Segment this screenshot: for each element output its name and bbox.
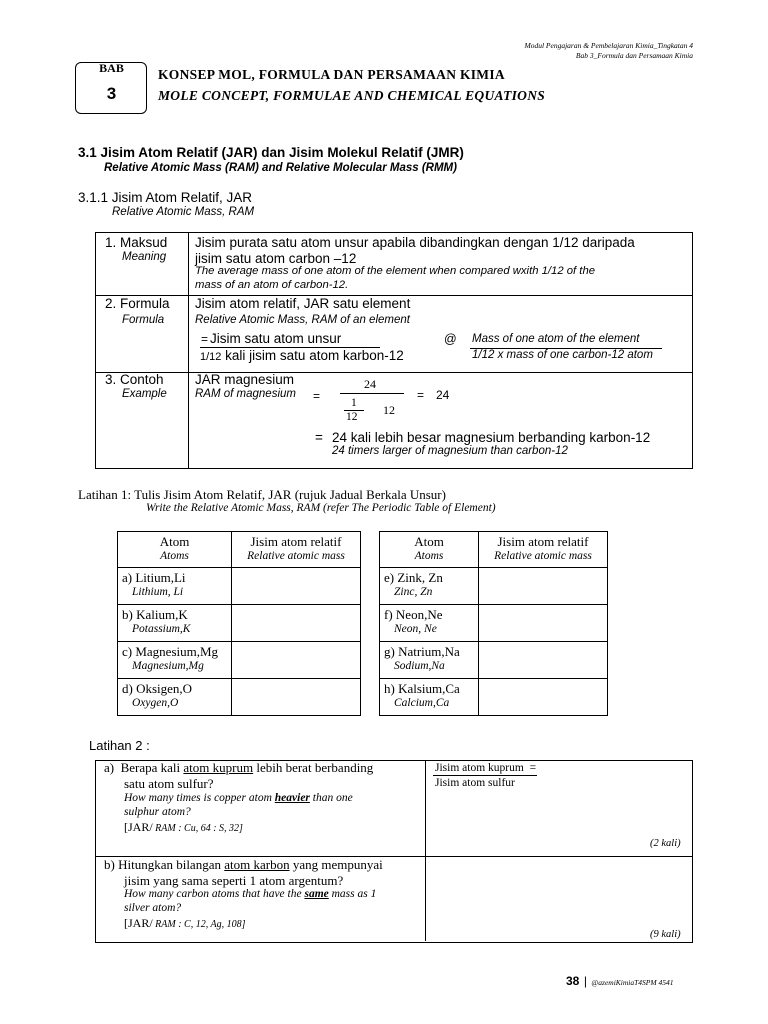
contoh-result: 24 — [436, 388, 450, 402]
latihan2-title: Latihan 2 : — [89, 738, 150, 753]
q-a-ram-pre: [JAR/ — [124, 820, 153, 834]
formula-numerator: Jisim satu atom unsur — [210, 331, 342, 346]
q-b-line1 — [104, 857, 383, 873]
latihan2-column-divider — [425, 761, 426, 941]
q-a-line1 — [104, 760, 373, 776]
formula-numerator-en: Mass of one atom of the element — [472, 333, 640, 345]
q-a-fraction-line — [433, 775, 537, 776]
atom-name-en: Zinc, Zn — [394, 586, 433, 598]
formula-denominator-prefix: 1/12 — [200, 351, 222, 363]
atom-name-en: Oxygen,O — [132, 697, 179, 709]
q-a-line1-pre: a) Berapa kali — [104, 760, 184, 775]
maksud-label: 1. Maksud — [105, 235, 168, 250]
q-a-right-den: Jisim atom sulfur — [435, 777, 515, 789]
table-row — [380, 679, 608, 716]
bab-number: 3 — [106, 84, 117, 103]
q-b-line1-underline: atom karbon — [224, 857, 290, 872]
formula-or-symbol: @ — [444, 332, 457, 346]
q-a-en1-post: than one — [309, 792, 353, 804]
q-b-line2: jisim yang sama seperti 1 atom argentum? — [124, 873, 344, 888]
col-mass-label: Jisim atom relatif — [497, 534, 589, 549]
latihan1-table-right — [379, 531, 608, 716]
atom-name: e) Zink, Zn — [384, 570, 443, 585]
contoh-numerator: 24 — [364, 377, 376, 391]
q-b-en1-bold: same — [304, 888, 329, 900]
answer-cell[interactable] — [232, 679, 361, 716]
answer-cell[interactable] — [232, 568, 361, 605]
table-row — [380, 568, 608, 605]
contoh-fraction-line — [340, 393, 404, 394]
chapter-title-english: MOLE CONCEPT, FORMULAE AND CHEMICAL EQUATIONS — [158, 88, 546, 103]
atom-name: b) Kalium,K — [122, 607, 188, 622]
page-number: 38 — [566, 974, 580, 988]
atom-cell — [380, 605, 479, 642]
table-divider — [95, 372, 693, 373]
footer — [566, 972, 674, 990]
formula-label-en: Formula — [122, 314, 165, 326]
col-atom-label-en: Atoms — [414, 550, 444, 562]
contoh-small-numerator: 1 — [351, 397, 357, 409]
q-a-answer-area[interactable] — [430, 790, 685, 835]
col-atom-header — [380, 532, 479, 568]
q-a-ram-post: RAM : Cu, 64 : S, 32] — [152, 823, 243, 834]
formula-denominator-en: 1/12 x mass of one carbon-12 atom — [472, 349, 653, 361]
table-row — [380, 605, 608, 642]
formula-denominator-text: kali jisim satu atom karbon-12 — [221, 348, 404, 363]
atom-name: a) Litium,Li — [122, 570, 186, 585]
atom-cell — [380, 642, 479, 679]
atom-name-en: Lithium, Li — [132, 586, 184, 598]
formula-en-line1: Relative Atomic Mass, RAM of an element — [195, 314, 410, 326]
formula-eq-sign: = — [201, 332, 209, 346]
module-header-line2: Bab 3_Formula dan Persamaan Kimia — [575, 51, 693, 60]
contoh-conclusion-eq: = — [315, 430, 323, 445]
atom-cell — [380, 679, 479, 716]
table-row — [380, 642, 608, 679]
footer-separator: | — [583, 974, 587, 988]
atom-cell — [118, 568, 232, 605]
section-3-1-1-title: 3.1.1 Jisim Atom Relatif, JAR — [78, 190, 253, 205]
q-a-en1-bold: heavier — [274, 792, 310, 804]
q-a-right-num-text: Jisim atom kuprum — [435, 762, 524, 774]
table-row — [118, 679, 361, 716]
q-b-en1-pre: How many carbon atoms that have the — [124, 888, 305, 900]
q-b-en2: silver atom? — [124, 902, 182, 914]
latihan1-title: Latihan 1: Tulis Jisim Atom Relatif, JAR (rujuk Jadual Berkala Unsur) — [78, 487, 446, 502]
contoh-eq1: = — [313, 389, 321, 403]
col-atom-header — [118, 532, 232, 568]
formula-label: 2. Formula — [105, 296, 170, 311]
col-atom-label-en: Atoms — [160, 550, 189, 562]
q-a-line1-underline: atom kuprum — [183, 760, 254, 775]
answer-cell[interactable] — [232, 605, 361, 642]
answer-cell[interactable] — [232, 642, 361, 679]
q-b-en1-post: mass as 1 — [328, 888, 377, 900]
atom-name-en: Neon, Ne — [394, 623, 437, 635]
q-a-right-eq: = — [529, 762, 537, 774]
q-b-ram — [124, 916, 246, 931]
q-b-answer: (9 kali) — [650, 929, 681, 940]
contoh-conclusion-en: 24 timers larger of magnesium than carbon-12 — [332, 445, 568, 457]
atom-name: h) Kalsium,Ca — [384, 681, 460, 696]
maksud-label-en: Meaning — [122, 251, 167, 263]
formula-denominator — [200, 348, 404, 363]
q-a-answer: (2 kali) — [650, 838, 681, 849]
q-a-ram — [124, 820, 243, 835]
atom-cell — [118, 679, 232, 716]
table-row — [118, 642, 361, 679]
contoh-times: 12 — [383, 403, 395, 417]
contoh-small-denominator: 12 — [346, 411, 358, 423]
col-mass-header — [232, 532, 361, 568]
section-3-1-subtitle: Relative Atomic Mass (RAM) and Relative Molecular Mass (RMM) — [104, 162, 457, 174]
col-mass-label-en: Relative atomic mass — [247, 550, 345, 562]
module-header — [524, 41, 693, 61]
answer-cell[interactable] — [479, 679, 608, 716]
q-a-line2: satu atom sulfur? — [124, 776, 214, 791]
answer-cell[interactable] — [479, 642, 608, 679]
latihan1-subtitle: Write the Relative Atomic Mass, RAM (refer The Periodic Table of Element) — [146, 502, 496, 514]
q-a-right-num — [435, 762, 536, 774]
atom-cell — [118, 605, 232, 642]
atom-name-en: Calcium,Ca — [394, 697, 450, 709]
col-mass-label-en: Relative atomic mass — [494, 550, 592, 562]
table-row — [118, 605, 361, 642]
atom-name: c) Magnesium,Mg — [122, 644, 219, 659]
section-3-1-title: 3.1 Jisim Atom Relatif (JAR) dan Jisim Molekul Relatif (JMR) — [78, 145, 464, 160]
col-mass-header — [479, 532, 608, 568]
atom-name-en: Sodium,Na — [394, 660, 445, 672]
col-atom-label: Atom — [159, 534, 190, 549]
contoh-en-line1: RAM of magnesium — [195, 388, 296, 400]
maksud-text-line1: Jisim purata satu atom unsur apabila dibandingkan dengan 1/12 daripada — [195, 235, 635, 250]
q-a-en1 — [124, 792, 353, 804]
atom-name: d) Oksigen,O — [122, 681, 193, 696]
footer-credit: @azemiKimiaT4SPM 4541 — [591, 978, 674, 987]
contoh-eq2: = — [417, 388, 425, 402]
q-b-en1 — [124, 888, 376, 900]
q-b-line1-pre: b) Hitungkan bilangan — [104, 857, 225, 872]
answer-cell[interactable] — [479, 568, 608, 605]
q-b-answer-area[interactable] — [430, 862, 685, 924]
col-atom-label: Atom — [414, 534, 444, 549]
col-mass-label: Jisim atom relatif — [250, 534, 342, 549]
bab-label: BAB — [99, 61, 124, 75]
q-b-ram-post: RAM : C, 12, Ag, 108] — [152, 919, 246, 930]
chapter-title-malay: KONSEP MOL, FORMULA DAN PERSAMAAN KIMIA — [158, 67, 505, 82]
maksud-en-line2: mass of an atom of carbon-12. — [195, 279, 349, 291]
latihan1-table-left — [117, 531, 361, 716]
q-b-ram-pre: [JAR/ — [124, 916, 153, 930]
atom-name-en: Magnesium,Mg — [132, 660, 204, 672]
formula-text-line1: Jisim atom relatif, JAR satu element — [195, 296, 411, 311]
q-b-line1-post: yang mempunyai — [289, 857, 383, 872]
contoh-label-en: Example — [122, 388, 167, 400]
table-row — [118, 568, 361, 605]
module-header-line1: Modul Pengajaran & Pembelajaran Kimia_Tingkatan 4 — [524, 41, 693, 50]
contoh-text-line1: JAR magnesium — [195, 372, 295, 387]
atom-cell — [380, 568, 479, 605]
q-a-line1-post: lebih berat berbanding — [253, 760, 374, 775]
atom-name: f) Neon,Ne — [384, 607, 443, 622]
q-a-en2: sulphur atom? — [124, 806, 191, 818]
contoh-label: 3. Contoh — [105, 372, 164, 387]
maksud-en-line1: The average mass of one atom of the element when compared wxith 1/12 of the — [195, 265, 596, 277]
atom-name-en: Potassium,K — [132, 623, 191, 635]
contoh-conclusion: 24 kali lebih besar magnesium berbanding karbon-12 — [332, 430, 651, 445]
section-3-1-1-subtitle: Relative Atomic Mass, RAM — [112, 206, 255, 218]
table-column-divider — [188, 233, 189, 468]
answer-cell[interactable] — [479, 605, 608, 642]
atom-cell — [118, 642, 232, 679]
maksud-text-line2: jisim satu atom carbon –12 — [195, 251, 357, 266]
q-a-en1-pre: How many times is copper atom — [124, 792, 275, 804]
atom-name: g) Natrium,Na — [384, 644, 460, 659]
